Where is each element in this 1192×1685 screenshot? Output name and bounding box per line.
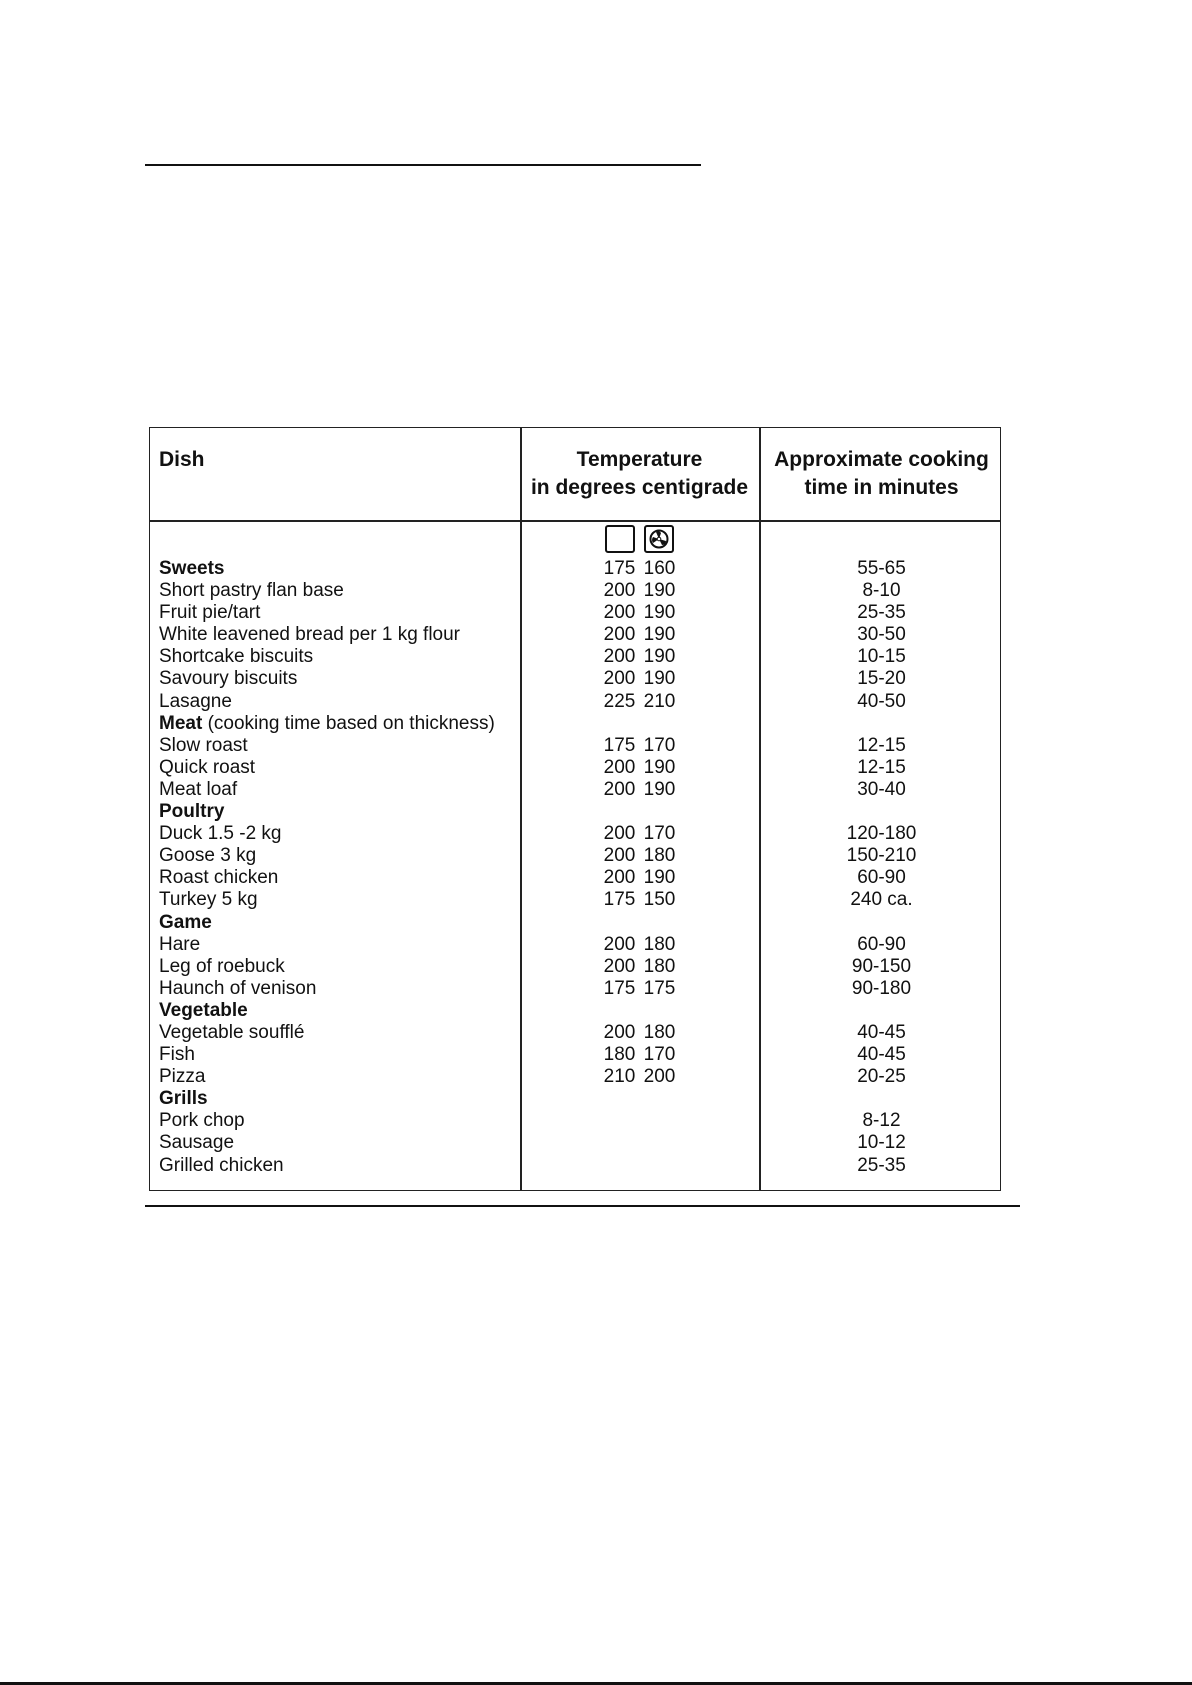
temperature-cell: 200 190 (603, 624, 676, 646)
temperature-cell: 200 190 (603, 602, 676, 624)
dish-cell (159, 1066, 205, 1088)
dish-cell (159, 602, 260, 624)
dish-cell (159, 823, 282, 845)
dish-cell (159, 1088, 208, 1110)
table-row (150, 691, 1002, 713)
temperature-cell: 175 160 (603, 558, 676, 579)
table-row (150, 646, 1002, 668)
dish-cell (159, 757, 255, 779)
time-cell: 240 ca. (850, 889, 913, 911)
table-row (150, 823, 1002, 845)
oven-mode-icons (605, 525, 674, 557)
table-row (150, 1110, 1002, 1132)
category-note: (cooking time based on thickness) (202, 712, 495, 734)
time-cell: 120-180 (846, 823, 917, 845)
header-temperature-line1: Temperature (576, 448, 703, 471)
dish-label: Meat loaf (159, 778, 238, 800)
dish-cell (159, 713, 495, 735)
bottom-rule (145, 1205, 1020, 1207)
dish-label: Pizza (159, 1066, 206, 1088)
time-cell: 15-20 (857, 668, 906, 690)
header-dish: Dish (159, 448, 205, 471)
time-cell: 40-45 (857, 1021, 906, 1043)
temperature-cell: 200 190 (603, 646, 676, 668)
temperature-cell: 200 190 (603, 756, 676, 778)
dish-label: Duck 1.5 -2 kg (159, 823, 282, 845)
time-cell: 60-90 (857, 933, 906, 955)
dish-label: Slow roast (159, 734, 248, 756)
temperature-cell: 210 200 (603, 1066, 676, 1088)
table-row (150, 867, 1002, 889)
temperature-cell: 200 180 (603, 933, 676, 955)
temperature-cell: 175 170 (603, 734, 676, 756)
time-cell: 20-25 (857, 1066, 906, 1088)
dish-label: Haunch of venison (159, 977, 317, 999)
table-row (150, 735, 1002, 757)
category-label: Meat (159, 712, 203, 734)
temperature-cell: 200 170 (603, 823, 676, 845)
category-label: Grills (159, 1088, 208, 1110)
table-row (150, 580, 1002, 602)
dish-cell (159, 691, 232, 713)
dish-cell (159, 956, 285, 978)
time-cell: 12-15 (857, 756, 906, 778)
table-row (150, 668, 1002, 690)
category-label: Poultry (159, 801, 225, 823)
temperature-cell: 200 190 (603, 668, 676, 690)
dish-cell (159, 801, 224, 823)
dish-label: Pork chop (159, 1110, 245, 1132)
table-body (150, 558, 1002, 1177)
time-cell: 25-35 (857, 1154, 906, 1176)
dish-cell (159, 845, 256, 867)
time-cell: 10-15 (857, 646, 906, 668)
dish-label: Hare (159, 933, 201, 955)
dish-label: Goose 3 kg (159, 845, 257, 867)
table-row (150, 779, 1002, 801)
dish-cell (159, 978, 316, 1000)
time-cell: 30-40 (857, 778, 906, 800)
dish-label: Shortcake biscuits (159, 646, 314, 668)
header-time-line2: time in minutes (804, 476, 959, 499)
dish-label: Vegetable soufflé (159, 1021, 305, 1043)
temperature-cell: 175 150 (603, 889, 676, 911)
dish-cell (159, 779, 237, 801)
dish-cell (159, 580, 344, 602)
temperature-cell: 200 190 (603, 867, 676, 889)
category-label: Game (159, 911, 212, 933)
table-row (150, 845, 1002, 867)
dish-label: Short pastry flan base (159, 580, 344, 602)
dish-cell (159, 646, 313, 668)
table-row (150, 956, 1002, 978)
time-cell: 40-50 (857, 690, 906, 712)
time-cell: 90-150 (851, 955, 912, 977)
conventional-oven-icon (605, 525, 635, 553)
dish-cell (159, 1132, 234, 1154)
dish-cell (159, 867, 278, 889)
header-temperature-line2: in degrees centigrade (530, 476, 749, 499)
header-time (761, 446, 1002, 502)
time-cell: 30-50 (857, 624, 906, 646)
category-row (150, 713, 1002, 735)
table-row (150, 602, 1002, 624)
table-row (150, 624, 1002, 646)
dish-cell (159, 912, 212, 934)
temperature-cell: 175 175 (603, 977, 676, 999)
time-cell: 10-12 (857, 1132, 906, 1154)
dish-cell (159, 1110, 245, 1132)
time-cell: 60-90 (857, 867, 906, 889)
time-cell: 8-12 (862, 1110, 901, 1132)
table-row (150, 889, 1002, 911)
category-row (150, 912, 1002, 934)
table-row (150, 978, 1002, 1000)
temperature-cell: 200 180 (603, 1021, 676, 1043)
time-cell: 150-210 (846, 845, 917, 867)
dish-label: Sausage (159, 1132, 235, 1154)
dish-cell (159, 1022, 304, 1044)
dish-cell (159, 735, 248, 757)
dish-label: Fruit pie/tart (159, 602, 261, 624)
table-row (150, 1132, 1002, 1154)
time-cell: 12-15 (857, 734, 906, 756)
dish-label: Turkey 5 kg (159, 889, 258, 911)
temperature-cell: 180 170 (603, 1044, 676, 1066)
dish-cell (159, 1000, 248, 1022)
fan-oven-icon (644, 525, 674, 553)
dish-label: Fish (159, 1044, 195, 1066)
header-divider (150, 520, 1000, 522)
table-row (150, 1066, 1002, 1088)
temperature-cell: 200 180 (603, 955, 676, 977)
temperature-cell: 225 210 (603, 690, 676, 712)
dish-cell (159, 1155, 284, 1177)
category-label: Sweets (159, 558, 225, 579)
temperature-cell: 200 180 (603, 845, 676, 867)
category-row (150, 801, 1002, 823)
temperature-cell: 200 190 (603, 580, 676, 602)
cooking-table (149, 427, 1001, 1191)
dish-label: Quick roast (159, 756, 256, 778)
dish-cell (159, 624, 460, 646)
dish-label: Lasagne (159, 690, 232, 712)
table-row (150, 757, 1002, 779)
time-cell: 55-65 (857, 558, 906, 579)
category-row (150, 1088, 1002, 1110)
category-row (150, 558, 1002, 580)
dish-cell (159, 668, 297, 690)
dish-label: White leavened bread per 1 kg flour (159, 624, 461, 646)
dish-label: Leg of roebuck (159, 955, 285, 977)
dish-cell (159, 889, 258, 911)
table-row (150, 1022, 1002, 1044)
dish-cell (159, 1044, 195, 1066)
table-row (150, 1044, 1002, 1066)
dish-cell (159, 558, 224, 580)
category-row (150, 1000, 1002, 1022)
time-cell: 25-35 (857, 602, 906, 624)
header-time-line1: Approximate cooking (774, 448, 989, 471)
dish-label: Grilled chicken (159, 1154, 284, 1176)
time-cell: 90-180 (851, 977, 912, 999)
dish-cell (159, 934, 200, 956)
time-cell: 40-45 (857, 1044, 906, 1066)
header-temperature (520, 446, 759, 502)
table-row (150, 1155, 1002, 1177)
time-cell: 8-10 (862, 580, 901, 602)
table-row (150, 934, 1002, 956)
dish-label: Roast chicken (159, 867, 279, 889)
dish-label: Savoury biscuits (159, 668, 298, 690)
top-rule (145, 164, 701, 166)
temperature-cell: 200 190 (603, 778, 676, 800)
category-label: Vegetable (159, 999, 248, 1021)
